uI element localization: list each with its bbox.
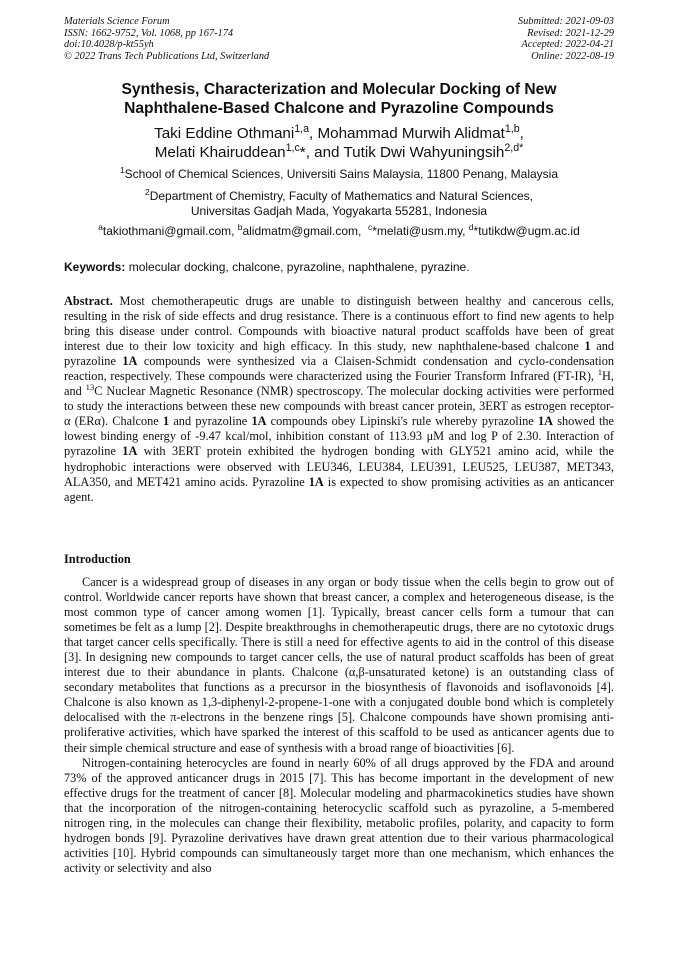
abstract-text: Most chemotherapeutic drugs are unable to distinguish between healthy and cancerous cells, resulting in the risk of side effects and drug resistance. There is a continuous effort to find new agents to help bring this disease under control. Compounds with bioactive natural product scaffolds have been of great interest due to their low toxicity and high efficacy. In this study, new naphthalene-based chalcone — [64, 294, 614, 354]
abstract-text: and pyrazoline — [64, 339, 614, 369]
email-mark: a — [98, 222, 103, 232]
email-link[interactable]: alidmatm@gmail.com, — [242, 224, 362, 238]
isotope-mark: 1 — [597, 367, 603, 378]
authors-line-2 — [40, 143, 638, 162]
copyright: © 2022 Trans Tech Publications Ltd, Switzerland — [64, 50, 270, 62]
author-name: Taki Eddine Othmani — [154, 125, 295, 142]
abstract-text: compounds obey Lipinski's rule whereby pyrazoline — [266, 414, 538, 429]
publication-dates — [518, 16, 614, 62]
email-mark: b — [237, 222, 243, 232]
abstract-text: with 3ERT protein exhibited the hydrogen bonding with GLY521 amino acid, while the hydrophobic interactions were observed with LEU346, LEU384, LEU391, LEU525, LEU387, MET343, ALA350, and MET421 amino acids. Pyrazoline — [64, 444, 614, 489]
author-name: Melati Khairuddean — [154, 144, 286, 161]
keywords-text: molecular docking, chalcone, pyrazoline, naphthalene, pyrazine. — [125, 260, 470, 274]
compound-label: 1A — [308, 474, 324, 489]
affil-text: School of Chemical Sciences, Universiti Sains Malaysia, 11800 Penang, Malaysia — [124, 167, 558, 181]
affil-mark: 1 — [120, 165, 125, 175]
submitted-date: Submitted: 2021-09-03 — [517, 16, 614, 27]
compound-label: 1A — [537, 414, 553, 429]
email-link[interactable]: *melati@usm.my, — [372, 224, 466, 238]
email-mark: d — [468, 222, 474, 232]
author-separator: , — [519, 125, 524, 142]
author-emails — [40, 224, 638, 239]
email-link[interactable]: *tutikdw@ugm.ac.id — [473, 224, 580, 238]
author-affil-mark: 1,b — [504, 122, 520, 135]
keywords — [64, 260, 614, 275]
doi: doi:10.4028/p-kt55yh — [64, 39, 154, 51]
online-date: Online: 2022-08-19 — [531, 50, 614, 62]
title-line-2: Naphthalene-Based Chalcone and Pyrazoline Compounds — [124, 100, 554, 117]
affiliation-1 — [40, 167, 638, 182]
authors-line-1 — [40, 124, 638, 143]
abstract — [64, 294, 614, 505]
introduction-body — [64, 575, 614, 876]
abstract-text: compounds were synthesized via a Claisen-Schmidt condensation and cyclo-condensation reaction, respectively. These compounds were characterized using the Fourier Transform Infrared (FT-IR), — [64, 354, 614, 384]
accepted-date: Accepted: 2022-04-21 — [521, 39, 614, 51]
author-separator: , and — [305, 144, 344, 161]
corresponding-mark: * — [299, 144, 306, 161]
title-line-1: Synthesis, Characterization and Molecular Docking of New — [121, 81, 557, 98]
compound-label: 1 — [162, 414, 170, 429]
affil-text: Department of Chemistry, Faculty of Mathematics and Natural Sciences, — [149, 189, 533, 203]
journal-name: Materials Science Forum — [64, 16, 170, 27]
introduction-heading: Introduction — [64, 552, 131, 566]
revised-date: Revised: 2021-12-29 — [527, 27, 614, 39]
affil-2-line-1 — [40, 189, 638, 204]
journal-info — [64, 16, 269, 62]
abstract-text: C Nuclear Magnetic Resonance (NMR) spectroscopy. The molecular docking activities were performed to study the interactions between these new compounds with breast cancer protein, 3ERT as estrogen receptor-α (ERα). Chalcone — [64, 384, 614, 429]
abstract-text: and pyrazoline — [169, 414, 252, 429]
author-separator: , — [309, 125, 318, 142]
compound-label: 1 — [584, 339, 591, 354]
affiliation-2 — [40, 189, 638, 219]
compound-label: 1A — [122, 354, 138, 369]
paragraph: Cancer is a widespread group of diseases in any organ or body tissue when the cells begin to grow out of control. Worldwide cancer reports have shown that breast cancer, a complex and heterogeneous disease, is the most common type of cancer among women [1]. Typically, breast cancer cells form a tumour that can sometimes be felt as a lump [2]. Despite breakthroughs in chemotherapeutic drugs, there are no cytotoxic drugs that target cancer cells specifically. There is still a need for effective agents to aid in the control of this disease [3]. In designing new compounds to target cancer cells, the use of natural product scaffolds has been of great interest due to their abundance in plants. Chalcone (α,β-unsaturated ketone) is an outstanding class of secondary metabolites that functions as a precursor in the biosynthesis of flavonoids and isoflavonoids [4]. Chalcone is also known as 1,3-diphenyl-2-propene-1-one with a conjugated double bond which is completely delocalised with the π-electrons in the benzene rings [5]. Chalcone compounds have shown promising anti-proliferative activities, which have sparked the interest of this scaffold to be used as anticancer agents due to their simple chemical structure and ease of synthesis with a broad range of bioactivities [6]. — [64, 575, 614, 755]
affil-2-line-2: Universitas Gadjah Mada, Yogyakarta 55281, Indonesia — [190, 204, 488, 218]
abstract-text: is expected to show promising activities as an anticancer agent. — [64, 474, 614, 504]
abstract-text: H, and — [64, 369, 614, 399]
compound-label: 1A — [251, 414, 267, 429]
keywords-label: Keywords: — [64, 260, 126, 274]
abstract-text: showed the lowest binding energy of -9.47 kcal/mol, inhibition constant of 113.93 μM and log P of 2.30. Interaction of pyrazoline — [64, 414, 615, 459]
author-name: Tutik Dwi Wahyuningsih — [343, 144, 505, 161]
paper-title — [64, 80, 614, 118]
author-list — [40, 124, 638, 162]
paragraph: Nitrogen-containing heterocycles are found in nearly 60% of all drugs approved by the FDA and around 73% of the approved anticancer drugs in 2015 [7]. This has become important in the development of new effective drugs for the treatment of cancer [8]. Molecular modeling and pharmacokinetics studies have shown that the incorporation of the nitrogen-containing heterocyclic scaffold such as pyrazoline, a 5-membered nitrogen ring, in the molecules can change their flexibility, metabolic profiles, polarity, and capacity to form hydrogen bonds [9]. Pyrazoline derivatives have drawn great attention due to their various pharmacological activities [10]. Hybrid compounds can simultaneously target more than one mechanism, which enhances the activity or selectivity and also — [64, 755, 614, 875]
issn: ISSN: 1662-9752, Vol. 1068, pp 167-174 — [64, 27, 234, 39]
compound-label: 1A — [122, 444, 138, 459]
email-mark: c — [368, 222, 373, 232]
author-affil-mark: 1,a — [294, 122, 310, 135]
author-name: Mohammad Murwih Alidmat — [317, 125, 505, 142]
author-affil-mark: 1,c — [285, 141, 300, 154]
abstract-label: Abstract. — [64, 294, 113, 308]
author-affil-mark: 2,d* — [504, 141, 524, 154]
email-link[interactable]: takiothmani@gmail.com, — [102, 224, 235, 238]
isotope-mark: 13 — [85, 382, 95, 393]
affil-mark: 2 — [145, 187, 150, 197]
